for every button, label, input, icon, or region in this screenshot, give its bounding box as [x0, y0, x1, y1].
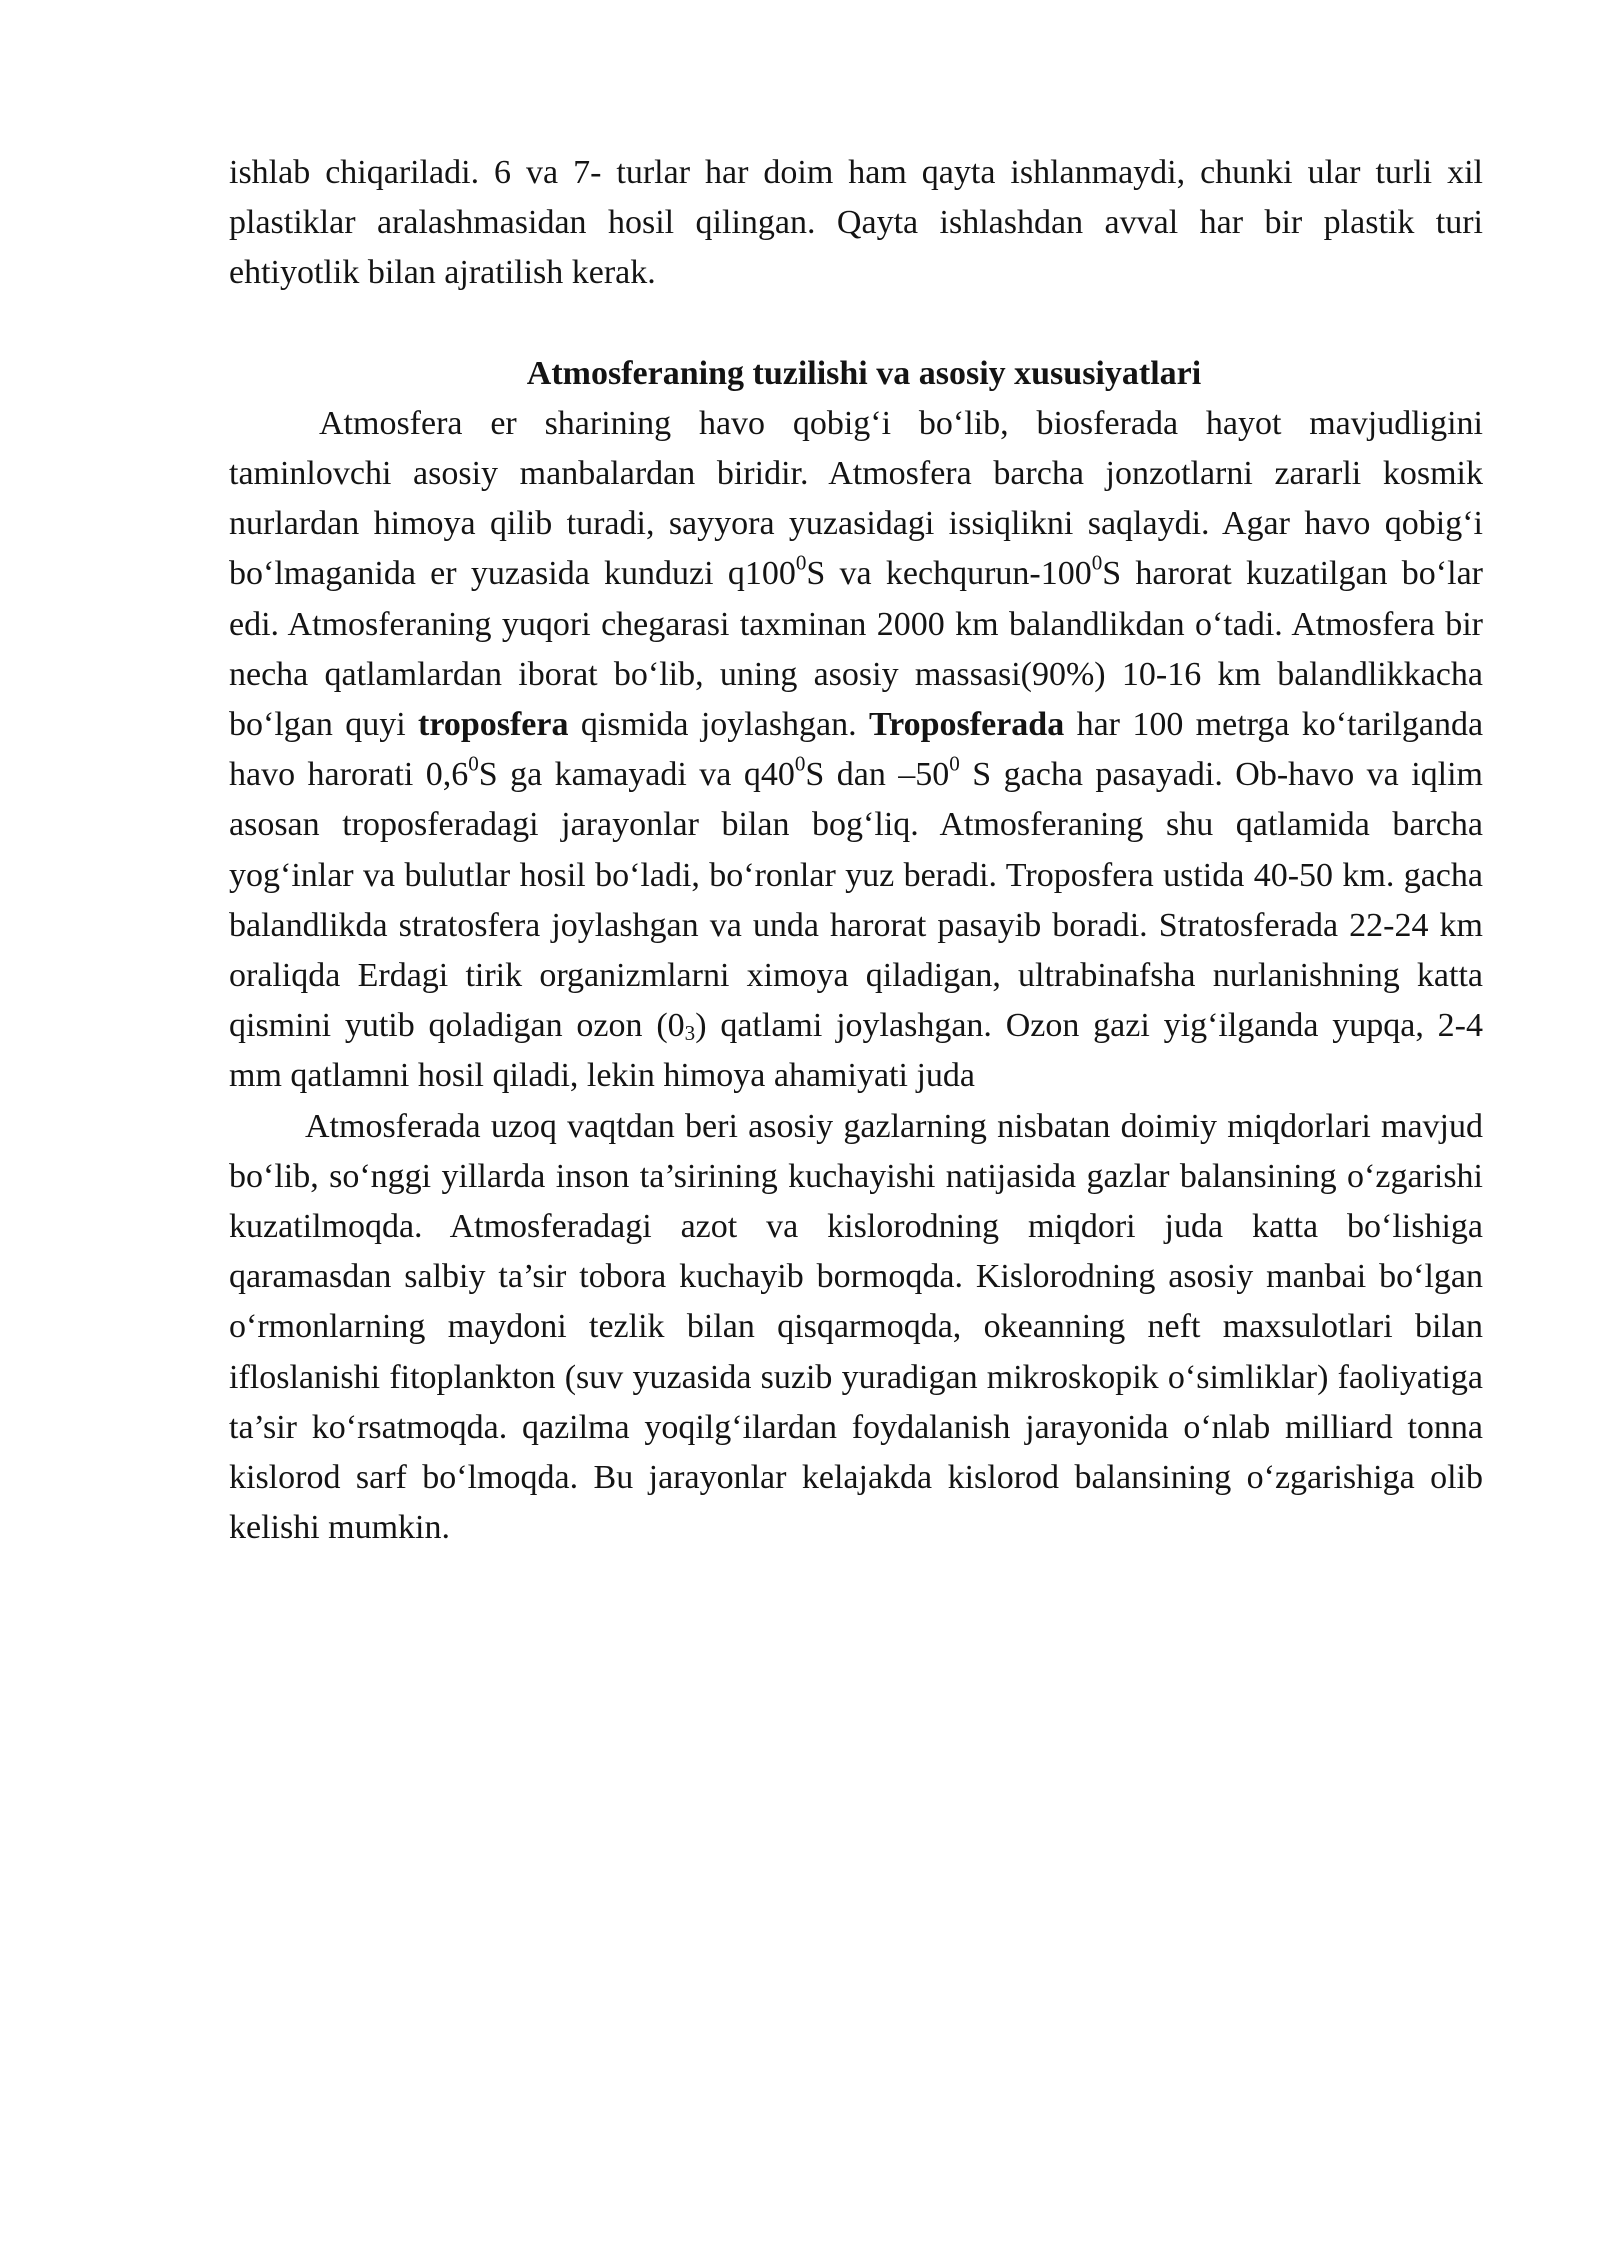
text-run: Atmosfera er sharining havo qobig‘i bo‘lib, biosferada hayot mavjudligini taminlovchi asosiy manbalardan biridir. Atmosfera barcha jonzotlarni zararli kosmik nurlardan himoya qilib turadi, sayyora yuzasidagi issiqlikni saqlaydi. Agar havo qobig‘i bo‘lmaganida er yuzasida kunduzi q100 [229, 404, 1483, 593]
text-run: ) qatlami joylashgan. Ozon gazi yig‘ilganda yupqa, 2-4 mm qatlamni hosil qiladi, lekin himoya ahamiyati juda [229, 1007, 1484, 1095]
text-run: S va kechqurun-100 [806, 555, 1092, 593]
text-run: S dan –50 [805, 756, 950, 794]
paragraph-atmosphere-gases: Atmosferada uzoq vaqtdan beri asosiy gazlarning nisbatan doimiy miqdorlari mavjud bo‘lib, so‘nggi yillarda inson ta’sirining kuchayishi natijasida gazlar balansining o‘zgarishi kuzatilmoqda. Atmosferadagi azot va kislorodning miqdori juda katta bo‘lishiga qaramasdan salbiy ta’sir tobora kuchayib bormoqda. Kislorodning asosiy manbai bo‘lgan o‘rmonlarning maydoni tezlik bilan qisqarmoqda, okeanning neft maxsulotlari bilan ifloslanishi fitoplankton (suv yuzasida suzib yuradigan mikroskopik o‘simliklar) faoliyatiga ta’sir ko‘rsatmoqda. qazilma yoqilg‘ilardan foydalanish jarayonida o‘nlab milliard tonna kislorod sarf bo‘lmoqda. Bu jarayonlar kelajakda kislorod balansining o‘zgarishiga olib kelishi mumkin. [229, 1107, 1483, 1547]
section-heading: Atmosferaning tuzilishi va asosiy xususiyatlari [526, 354, 1202, 392]
intro-paragraph: ishlab chiqariladi. 6 va 7- turlar har doim ham qayta ishlanmaydi, chunki ular turli xil plastiklar aralashmasidan hosil qilingan. Qayta ishlashdan avval har bir plastik turi ehtiyotlik bilan ajratilish kerak. [229, 154, 1483, 292]
bold-term-troposferada: Troposferada [869, 706, 1065, 744]
text-run: S harorat kuzatilgan bo‘lar edi. Atmosferaning yuqori chegarasi taxminan 2000 km balandlikdan o‘tadi. Atmosfera bir necha qatlamlardan iborat bo‘lib, uning asosiy massasi(90%) 10-16 km balandlikkacha bo‘lgan quyi [229, 555, 1483, 744]
text-run: qismida joylashgan. [580, 706, 857, 744]
text-run: har 100 metrga ko‘tarilganda havo harorati 0,6 [229, 706, 1484, 794]
text-run: S ga kamayadi va q40 [478, 756, 795, 794]
text-run: S gacha pasayadi. Ob-havo va iqlim asosan troposferadagi jarayonlar bilan bog‘liq. Atmosferaning shu qatlamida barcha yog‘inlar va bulutlar hosil bo‘ladi, bo‘ronlar yuz beradi. Troposfera ustida 40-50 km. gacha balandlikda stratosfera joylashgan va unda harorat pasayib boradi. Stratosferada 22-24 km oraliqda Erdagi tirik organizmlarni ximoya qiladigan, ultrabinafsha nurlanishning katta qismini yutib qoladigan ozon (0 [229, 756, 1484, 1045]
paragraph-atmosphere-structure [229, 399, 1483, 1102]
superscript-degree: 0 [949, 751, 960, 776]
superscript-degree: 0 [1091, 550, 1103, 575]
superscript-degree: 0 [795, 550, 807, 575]
subscript-ozone: 3 [684, 1021, 696, 1046]
superscript-degree: 0 [468, 751, 479, 776]
bold-term-troposfera: troposfera [418, 706, 569, 744]
superscript-degree: 0 [794, 751, 806, 776]
